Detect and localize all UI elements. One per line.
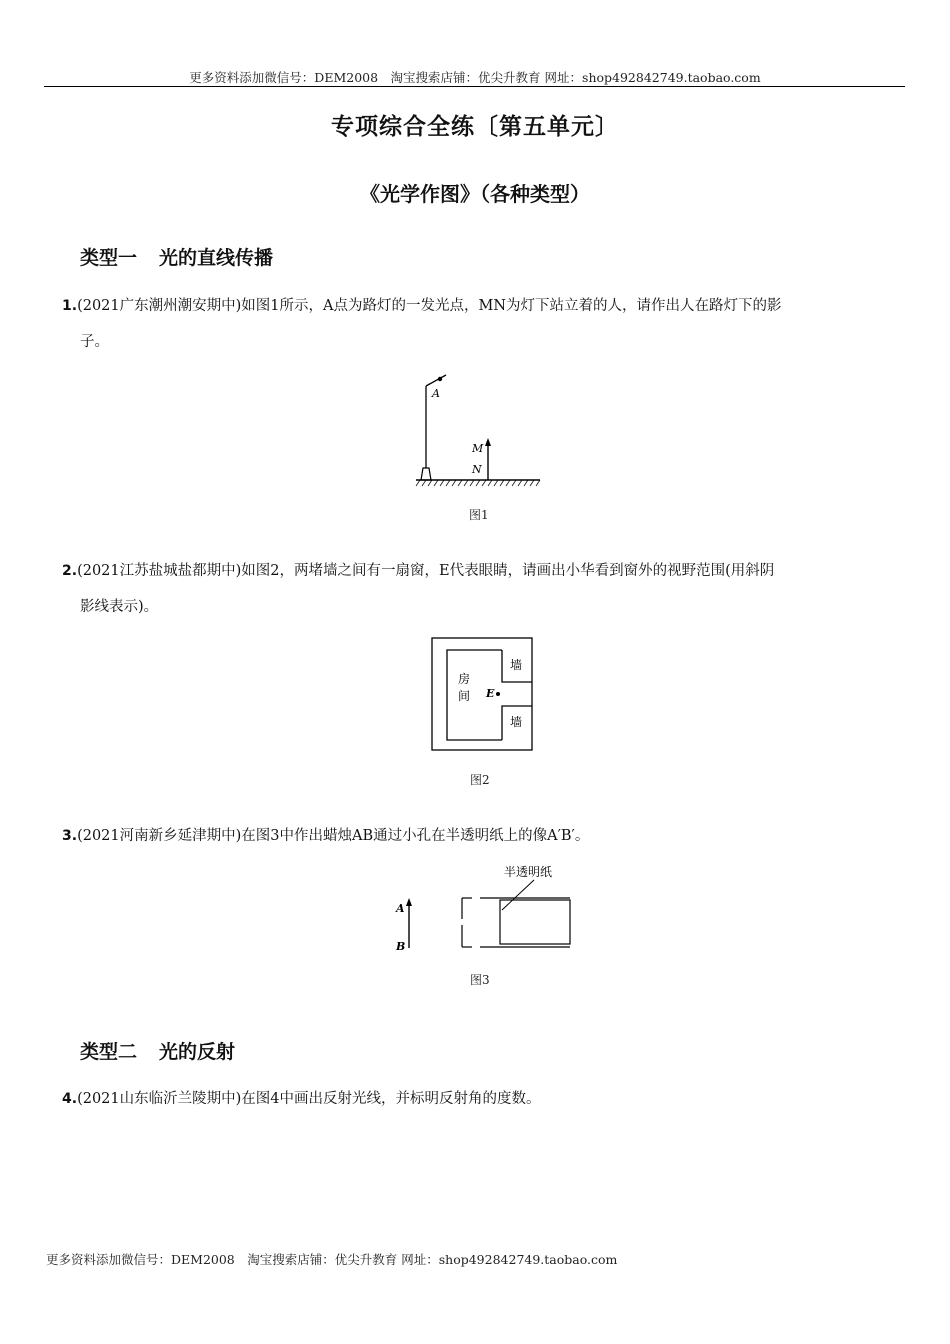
question-text-line1: (2021江苏盐城盐都期中)如图2，两堵墙之间有一扇窗，E代表眼睛，请画出小华看到窗外的视野范围(用斜阴 <box>77 563 775 579</box>
wall-label-bottom: 墙 <box>510 715 523 729</box>
section-name: 光的直线传播 <box>159 247 274 269</box>
figure-2-caption: 图2 <box>470 773 490 787</box>
label-a: A <box>396 902 405 915</box>
section-label: 类型二 <box>80 1041 138 1063</box>
label-n: N <box>472 463 482 476</box>
footer-note: 更多资料添加微信号：DEM2008 淘宝搜索店铺：优尖升教育 网址：shop492842749.taobao.com <box>46 1252 618 1267</box>
question-4 <box>62 1081 892 1117</box>
figure-2-room-window <box>430 636 534 752</box>
question-number: 2. <box>62 563 78 579</box>
document-subtitle: 《光学作图》（各种类型） <box>360 182 590 206</box>
figure-1-caption: 图1 <box>469 508 489 522</box>
room-label-2: 间 <box>458 689 471 703</box>
figure-3-pinhole-camera <box>392 860 576 956</box>
question-text-line1: (2021广东潮州潮安期中)如图1所示，A点为路灯的一发光点，MN为灯下站立着的人，请作出人在路灯下的影 <box>77 298 782 314</box>
label-a: A <box>432 387 440 400</box>
question-number: 4. <box>62 1091 78 1107</box>
question-2 <box>62 553 892 625</box>
eye-label: E <box>486 687 495 700</box>
eye-point-e <box>496 692 500 696</box>
question-number: 3. <box>62 828 78 844</box>
document-title: 专项综合全练〔第五单元〕 <box>331 114 619 140</box>
figure-3-caption: 图3 <box>470 973 490 987</box>
question-text-line1: (2021河南新乡延津期中)在图3中作出蜡烛AB通过小孔在半透明纸上的像A′B′。 <box>77 828 590 844</box>
section-heading-type-2 <box>80 1037 235 1064</box>
wall-label-top: 墙 <box>510 658 523 672</box>
question-text-line1: (2021山东临沂兰陵期中)在图4中画出反射光线，并标明反射角的度数。 <box>77 1091 541 1107</box>
label-m: M <box>472 442 484 455</box>
header-note: 更多资料添加微信号：DEM2008 淘宝搜索店铺：优尖升教育 网址：shop492842749.taobao.com <box>189 70 761 85</box>
header-divider <box>44 86 905 87</box>
question-1 <box>62 288 892 360</box>
question-3 <box>62 818 892 854</box>
section-heading-type-1 <box>80 243 273 270</box>
figure-1-street-lamp <box>412 372 544 494</box>
light-point-a <box>438 377 442 381</box>
label-b: B <box>396 940 406 953</box>
paper-label: 半透明纸 <box>504 865 553 879</box>
question-number: 1. <box>62 298 78 314</box>
section-label: 类型一 <box>80 247 138 269</box>
room-label-1: 房 <box>458 672 471 686</box>
section-name: 光的反射 <box>159 1041 236 1063</box>
question-text-line2: 子。 <box>80 334 109 350</box>
question-text-line2: 影线表示)。 <box>80 599 159 615</box>
